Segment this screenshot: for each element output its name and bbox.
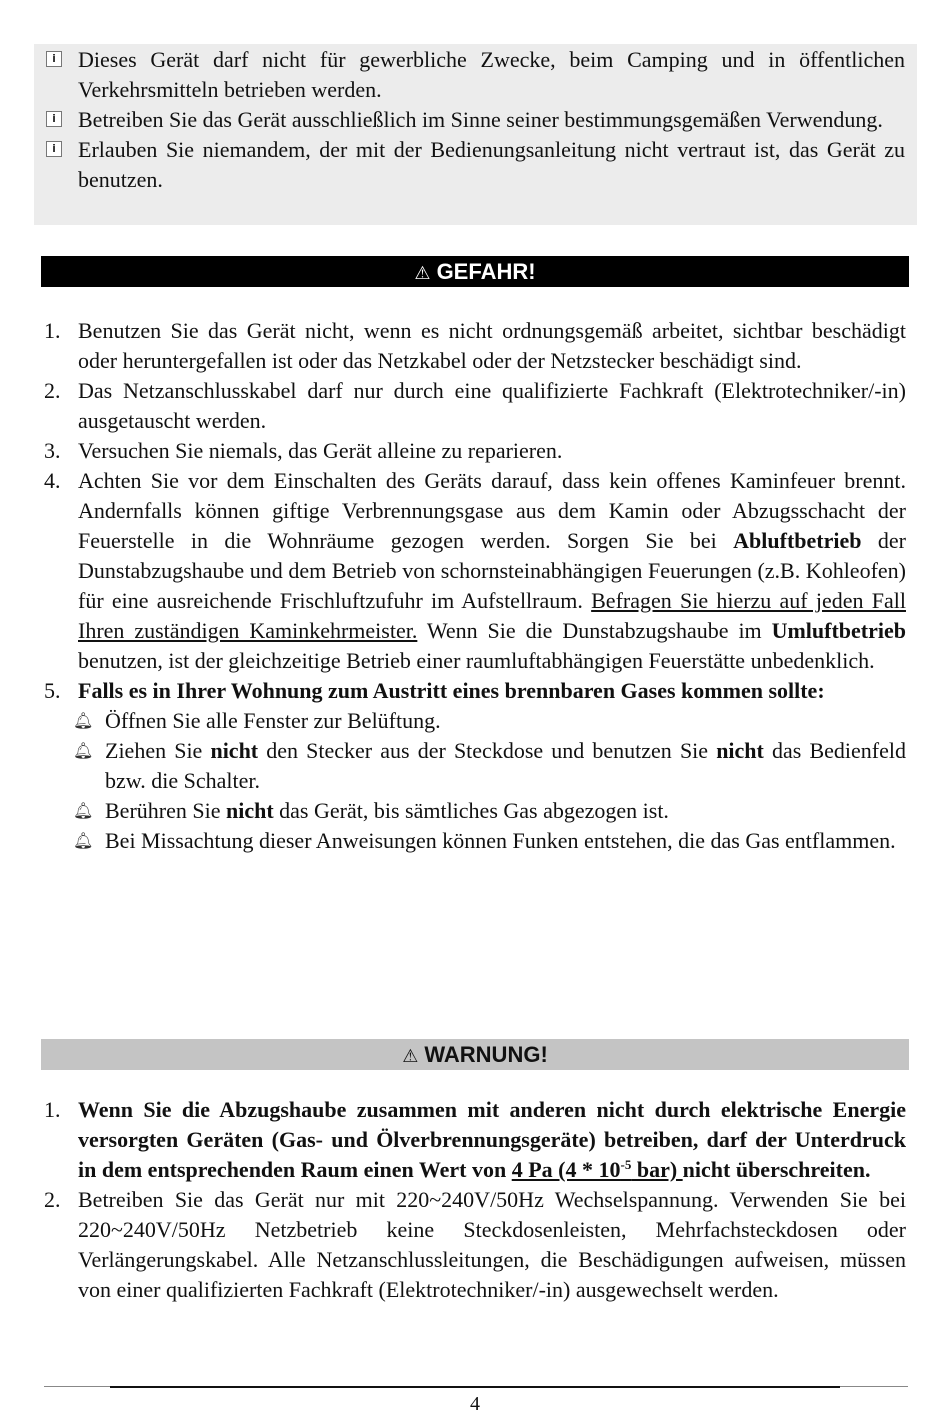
- emphasis-nicht: nicht: [716, 738, 764, 763]
- list-item: [0, 1185, 950, 1305]
- sub-item-text: das Bedienfeld bzw. die Schalter.: [105, 738, 906, 793]
- emphasis-umluftbetrieb: Umluftbetrieb: [771, 618, 907, 643]
- list-number: 1.: [44, 1097, 61, 1122]
- list-item: [0, 436, 950, 466]
- underlined-advice: Befragen Sie hierzu auf jeden Fall Ihren zuständigen Kaminkehrmeister.: [78, 588, 906, 643]
- info-note-text: Betreiben Sie das Gerät ausschließlich im Sinne seiner bestimmungsgemäßen Verwendung.: [78, 107, 883, 132]
- pressure-value: 4 Pa (4 * 10: [511, 1157, 621, 1182]
- warning-banner: [41, 1039, 909, 1070]
- list-item-text-part: Wenn Sie die Abzugshaube zusammen mit anderen nicht durch elektrische Energie versorgten Geräten (Gas- und Ölverbrennungsgeräte) betreiben, darf der Unterdruck in dem entsprechenden Raum einen Wert von: [78, 1097, 906, 1182]
- danger-list: [0, 316, 950, 856]
- sub-item-text: Berühren Sie: [105, 798, 226, 823]
- danger-title: GEFAHR!: [436, 259, 536, 284]
- underlined-pressure-value: [512, 1157, 683, 1182]
- sub-item-text: das Gerät, bis sämtliches Gas abgezogen ist.: [273, 798, 669, 823]
- emphasis-nicht: nicht: [210, 738, 259, 763]
- list-item-text: Das Netzanschlusskabel darf nur durch eine qualifizierte Fachkraft (Elektrotechniker/-in) ausgetauscht werden.: [78, 378, 906, 433]
- list-item-text: benutzen, ist der gleichzeitige Betrieb einer raumluftabhängigen Feuerstätte unbedenklich.: [78, 648, 875, 673]
- list-number: 4.: [44, 468, 61, 493]
- sub-item-text: Bei Missachtung dieser Anweisungen können Funken entstehen, die das Gas entflammen.: [105, 828, 896, 853]
- list-item-text: Versuchen Sie niemals, das Gerät alleine zu reparieren.: [78, 438, 563, 463]
- bell-icon: 🔔︎: [73, 741, 94, 760]
- warning-triangle-icon: ⚠: [414, 263, 431, 283]
- info-icon: i: [46, 51, 62, 67]
- sub-item-text: Öffnen Sie alle Fenster zur Belüftung.: [105, 708, 441, 733]
- info-note: [34, 45, 917, 105]
- list-item-text: Achten Sie vor dem Einschalten des Geräts darauf, dass kein offenes Kaminfeuer brennt. Andernfalls können giftige Verbrennungsgase aus dem Kamin oder Abzugsschacht der Feuerstelle in die Wohnräume gezogen werden. Sorgen Sie bei: [78, 468, 906, 553]
- pressure-unit: bar): [631, 1157, 683, 1182]
- list-item-text: Benutzen Sie das Gerät nicht, wenn es nicht ordnungsgemäß arbeitet, sichtbar beschädigt oder heruntergefallen ist oder das Netzkabel oder der Netzstecker beschädigt sind.: [78, 318, 906, 373]
- sub-item-text: den Stecker aus der Steckdose und benutzen Sie: [258, 738, 717, 763]
- list-item: [0, 466, 950, 676]
- warning-triangle-icon: ⚠: [402, 1046, 419, 1066]
- sub-list-item: [0, 796, 950, 826]
- info-note-text: Erlauben Sie niemandem, der mit der Bedienungsanleitung nicht vertraut ist, das Gerät zu benutzen.: [78, 137, 905, 192]
- list-item-text: der Dunstabzugshaube und dem Betrieb von schornsteinabhängigen Feuerungen (z.B. Kohleofen) für eine ausreichende Frischluftzufuhr im Aufstellraum.: [78, 528, 906, 613]
- bell-icon: 🔔︎: [73, 801, 94, 820]
- info-icon: i: [46, 141, 62, 157]
- list-item-text: Betreiben Sie das Gerät nur mit 220~240V/50Hz Wechselspannung. Verwenden Sie bei 220~240V/50Hz Netzbetrieb keine Steckdosenleisten, Mehrfachsteckdosen oder Verlängerungskabel. Alle Netzanschlussleitungen, die Beschädigungen aufweisen, müssen von einer qualifizierten Fachkraft (Elektrotechniker/-in) ausgewechselt werden.: [78, 1187, 906, 1302]
- emphasis-nicht: nicht: [225, 798, 274, 823]
- sub-list-item: [0, 826, 950, 856]
- list-number: 1.: [44, 318, 61, 343]
- sub-item-text: Ziehen Sie: [105, 738, 211, 763]
- exponent: -5: [620, 1157, 632, 1172]
- list-number: 5.: [44, 678, 61, 703]
- list-item-text: Falls es in Ihrer Wohnung zum Austritt eines brennbaren Gases kommen sollte:: [78, 678, 825, 703]
- list-item: [0, 376, 950, 436]
- info-note: [34, 105, 917, 135]
- list-item-text: [78, 1097, 906, 1182]
- info-note-text: Dieses Gerät darf nicht für gewerbliche Zwecke, beim Camping und in öffentlichen Verkehrsmitteln betrieben werden.: [78, 47, 905, 102]
- bell-icon: 🔔︎: [73, 711, 94, 730]
- list-number: 2.: [44, 1187, 61, 1212]
- bell-icon: 🔔︎: [73, 831, 94, 850]
- list-item: [0, 316, 950, 376]
- sub-list-item: [0, 706, 950, 736]
- info-icon: i: [46, 111, 62, 127]
- list-item: [0, 676, 950, 706]
- list-number: 3.: [44, 438, 61, 463]
- list-number: 2.: [44, 378, 61, 403]
- sub-list-item: [0, 736, 950, 796]
- warning-title: WARNUNG!: [424, 1042, 548, 1067]
- list-item-text: Wenn Sie die Dunstabzugshaube im: [417, 618, 772, 643]
- emphasis-abluftbetrieb: Abluftbetrieb: [733, 528, 862, 553]
- info-notes-box: [34, 44, 917, 225]
- list-item: [0, 1095, 950, 1185]
- footer-divider-accent: [110, 1386, 840, 1388]
- page-number: 4: [470, 1393, 480, 1415]
- warning-list: [0, 1095, 950, 1305]
- danger-banner: [41, 256, 909, 287]
- list-item-text-part: nicht überschreiten.: [682, 1157, 871, 1182]
- info-note: [34, 135, 917, 195]
